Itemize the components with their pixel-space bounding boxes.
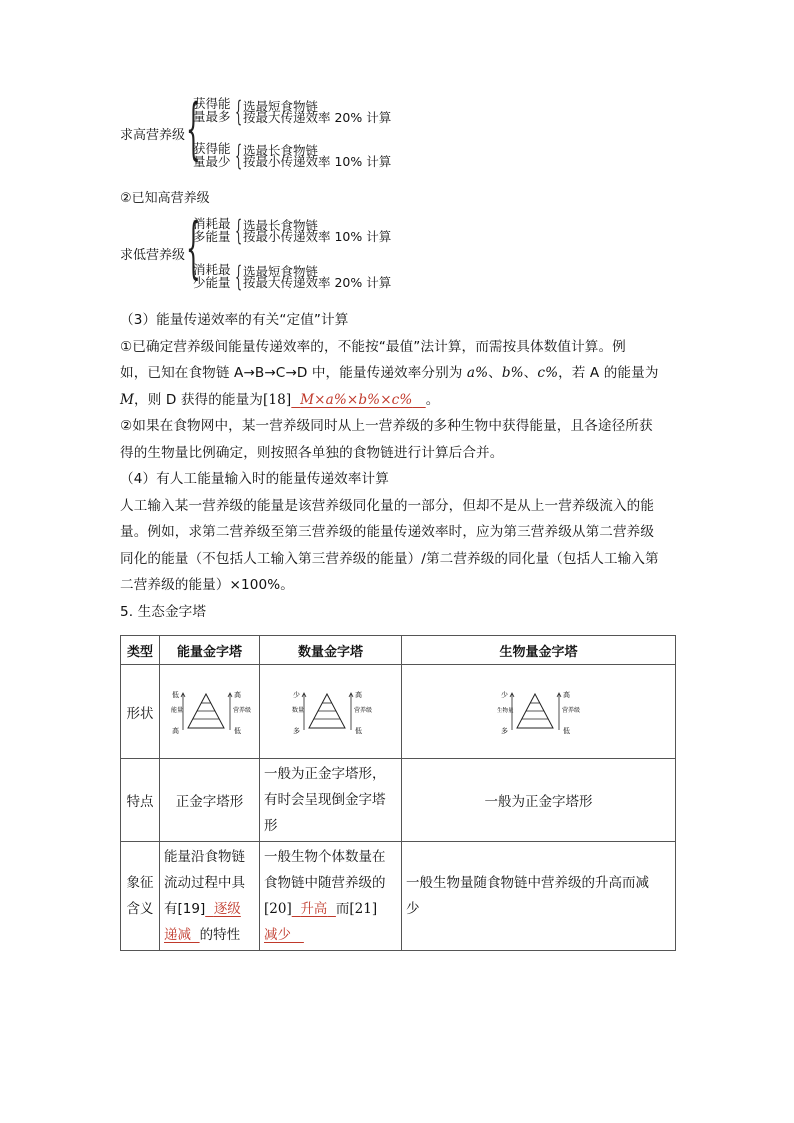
- body-text: [120, 307, 680, 625]
- rule-line: 选最短食物链: [243, 264, 319, 279]
- blank-20-answer: [292, 896, 336, 922]
- blank-21-answer: [264, 922, 304, 948]
- pyramid-label: 低: [354, 726, 362, 734]
- inner-brace: {: [235, 95, 243, 128]
- text-span: ，若 A 的能量为: [558, 365, 659, 381]
- meaning-energy: [160, 842, 260, 951]
- biomass-pyramid-cell: [402, 665, 676, 759]
- section-heading: ②已知高营养级: [120, 191, 210, 206]
- condition-line: 消耗最: [193, 216, 231, 231]
- text-span: 、: [488, 365, 502, 381]
- inner-brace: {: [235, 260, 243, 293]
- table-header: 类型: [121, 636, 160, 665]
- text-span: 有[19]: [164, 901, 206, 917]
- table-header: 生物量金字塔: [402, 636, 676, 665]
- pyramid-label: 营养级: [353, 706, 372, 714]
- blank-19-answer-cont: [164, 922, 200, 948]
- condition-line: 获得能: [193, 96, 231, 111]
- text-span: 。: [425, 391, 440, 408]
- paragraph-line: 二营养级的能量）×100%。: [120, 577, 294, 593]
- part5-heading: 5. 生态金字塔: [120, 603, 207, 620]
- paragraph-line: 得的生物量比例确定，则按照各单独的食物链进行计算后合并。: [120, 444, 504, 461]
- energy-pyramid-diagram: [168, 690, 252, 734]
- answer-text: M×a%×b%×c%: [300, 391, 413, 408]
- table-row-shape: [121, 665, 676, 759]
- cell-line: 食物链中随营养级的: [264, 875, 386, 891]
- pyramid-label: 营养级: [561, 706, 580, 714]
- pyramid-label: 数量: [291, 706, 304, 714]
- table-row-feature: [121, 759, 676, 842]
- text-span: 如，已知在食物链 A→B→C→D 中，能量传递效率分别为: [120, 365, 467, 381]
- pyramid-label: 高: [171, 726, 179, 734]
- pyramid-label: 生物量: [496, 707, 514, 714]
- paragraph-line: ②如果在食物网中，某一营养级同时从上一营养级的多种生物中获得能量，且各途径所获: [120, 418, 653, 434]
- condition-line: 获得能: [193, 141, 231, 156]
- cell-line: 象征: [126, 875, 154, 891]
- paragraph-line: ①已确定营养级间能量传递效率的，不能按“最值”法计算，而需按具体数值计算。例: [120, 338, 626, 355]
- condition-line: 多能量: [193, 229, 231, 244]
- pyramid-table: [120, 635, 676, 951]
- variable-c: c%: [537, 365, 559, 381]
- cell-line: 流动过程中具: [164, 875, 245, 891]
- cell-line: [164, 922, 255, 948]
- low-level-label: 求低营养级: [120, 248, 186, 263]
- answer-text: 递减: [164, 927, 191, 943]
- cell-line: [264, 922, 397, 948]
- blank-18-answer: [291, 387, 425, 414]
- pyramid-label: 能量: [170, 706, 183, 714]
- variable-b: b%: [501, 365, 524, 381]
- pyramid-label: 少: [292, 690, 300, 699]
- table-header: 数量金字塔: [260, 636, 402, 665]
- pyramid-label: 多: [500, 726, 508, 734]
- rule-line: 选最长食物链: [243, 218, 319, 233]
- pyramid-label: 高: [233, 690, 241, 699]
- cell-line: [264, 896, 397, 922]
- table-header: 能量金字塔: [160, 636, 260, 665]
- pyramid-label: 高: [562, 690, 570, 699]
- rule-line: 按最大传递效率 20% 计算: [243, 110, 392, 125]
- cell-line: 一般生物个体数量在: [264, 849, 386, 865]
- rule-line: 按最大传递效率 20% 计算: [243, 275, 392, 290]
- variable-m: M: [120, 391, 135, 408]
- cell-line: 形: [264, 818, 278, 834]
- part3-heading: （3）能量传递效率的有关“定值”计算: [120, 312, 349, 328]
- pyramid-label: 低: [562, 726, 570, 734]
- table-row-meaning: [121, 842, 676, 951]
- inner-brace: {: [235, 139, 243, 172]
- pyramid-label: 低: [171, 690, 179, 699]
- row-label: 形状: [121, 665, 160, 759]
- answer-text: 升高: [300, 901, 328, 917]
- blank-number: [20]: [264, 901, 292, 917]
- text-span: 的特性: [199, 927, 241, 943]
- text-span: 、: [523, 365, 538, 381]
- feature-energy: 正金字塔形: [160, 759, 260, 842]
- feature-biomass: 一般为正金字塔形: [402, 759, 676, 842]
- inner-brace: {: [235, 214, 243, 247]
- paragraph-line: [120, 360, 680, 387]
- outer-brace: {: [186, 90, 201, 167]
- outer-brace: {: [186, 209, 201, 286]
- answer-text: 逐级: [213, 901, 241, 917]
- blank-19-answer: [205, 896, 241, 922]
- number-pyramid-diagram: [289, 690, 373, 734]
- cell-line: 一般生物量随食物链中营养级的升高而减: [406, 875, 649, 891]
- text-span: 而: [335, 901, 350, 917]
- answer-text: 减少: [264, 927, 291, 943]
- cell-line: 含义: [126, 901, 154, 917]
- variable-a: a%: [466, 365, 489, 381]
- pyramid-label: 低: [233, 726, 241, 734]
- paragraph-line: 同化的能量（不包括人工输入第三营养级的能量）/第二营养级的同化量（包括人工输入第: [120, 550, 659, 567]
- rule-line: 按最小传递效率 10% 计算: [243, 154, 392, 169]
- meaning-number: [260, 842, 402, 951]
- number-pyramid-cell: [260, 665, 402, 759]
- cell-line: 少: [406, 901, 420, 917]
- cell-line: 有时会呈现倒金字塔: [264, 792, 386, 808]
- cell-line: [164, 896, 255, 922]
- biomass-pyramid-diagram: [497, 690, 581, 734]
- feature-number: [260, 759, 402, 842]
- paragraph-line: 量。例如，求第二营养级至第三营养级的能量传递效率时，应为第三营养级从第二营养级: [120, 524, 655, 540]
- meaning-biomass: [402, 842, 676, 951]
- row-label: [121, 842, 160, 951]
- pyramid-label: 营养级: [232, 706, 251, 714]
- paragraph-line: 人工输入某一营养级的能量是该营养级同化量的一部分，但却不是从上一营养级流入的能: [120, 497, 655, 514]
- table-header-row: [121, 636, 676, 665]
- text-span: ，则 D 获得的能量为: [134, 391, 263, 408]
- condition-line: 少能量: [193, 275, 231, 290]
- rule-line: 选最长食物链: [243, 143, 319, 158]
- rule-line: 按最小传递效率 10% 计算: [243, 229, 392, 244]
- paragraph-line: [120, 387, 680, 414]
- part4-heading: （4）有人工能量输入时的能量传递效率计算: [120, 471, 389, 487]
- blank-number: [21]: [349, 901, 378, 917]
- energy-pyramid-cell: [160, 665, 260, 759]
- pyramid-label: 高: [354, 690, 362, 699]
- row-label: 特点: [121, 759, 160, 842]
- condition-line: 量最少: [193, 154, 231, 169]
- rule-line: 选最短食物链: [243, 99, 319, 114]
- pyramid-label: 少: [500, 690, 508, 699]
- pyramid-label: 多: [292, 726, 300, 734]
- condition-line: 量最多: [193, 109, 231, 124]
- high-level-label: 求高营养级: [120, 128, 186, 143]
- condition-line: 消耗最: [193, 262, 231, 277]
- cell-line: 一般为正金字塔形，: [264, 766, 386, 782]
- blank-number: [18]: [263, 391, 292, 408]
- cell-line: 能量沿食物链: [164, 849, 245, 865]
